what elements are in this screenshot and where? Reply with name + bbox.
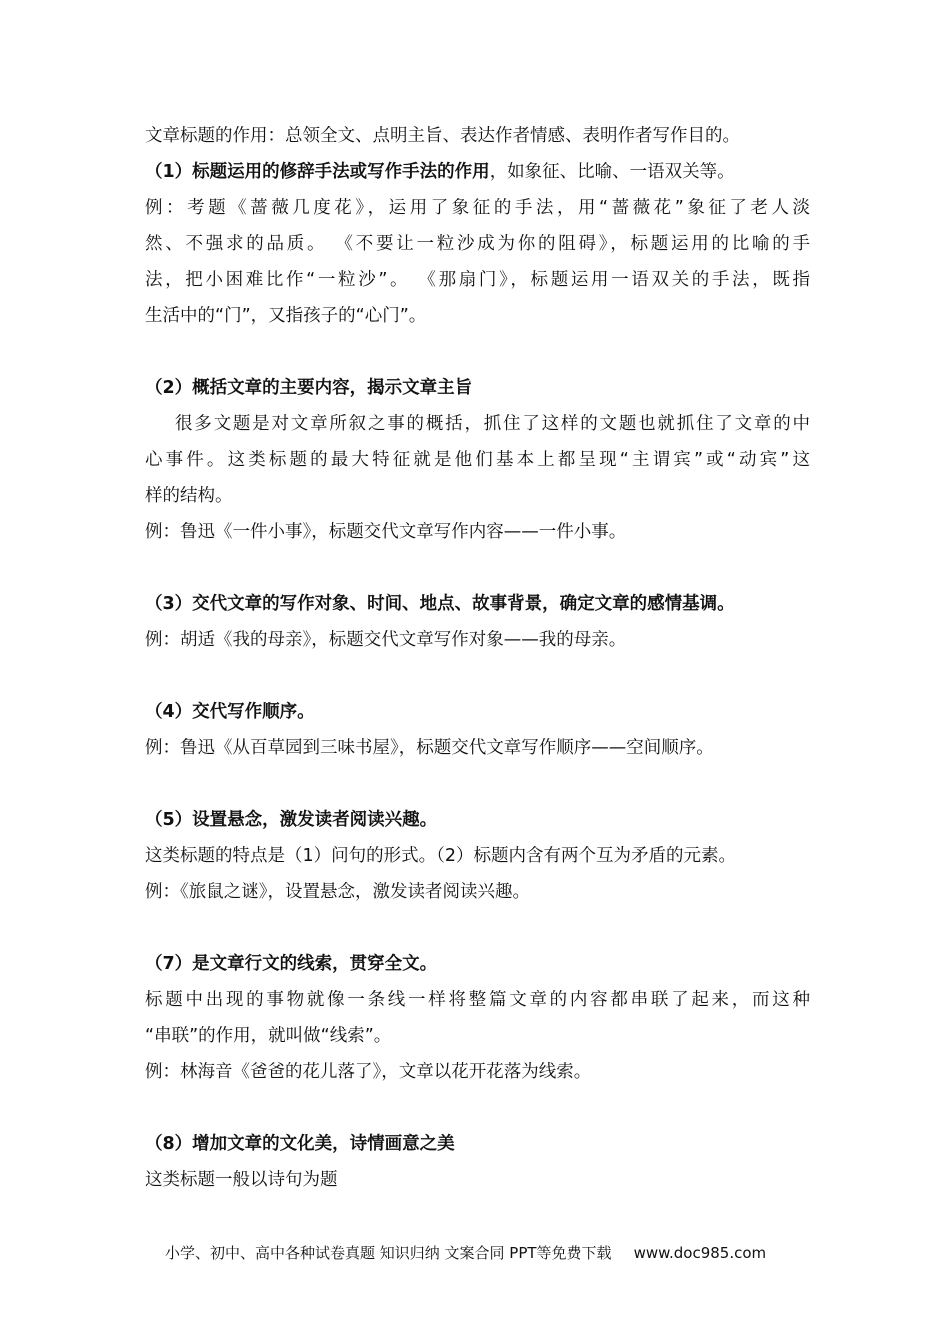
- document-body: [145, 118, 810, 1198]
- section-4-heading: （4）交代写作顺序。: [145, 702, 315, 722]
- section-1-line: 然、不强求的品质。 《不要让一粒沙成为你的阻碍》，标题运用的比喻的手: [145, 234, 810, 254]
- page-footer: [165, 1242, 766, 1263]
- section-5-line: 这类标题的特点是（1）问句的形式。（2）标题内含有两个互为矛盾的元素。: [145, 846, 737, 866]
- section-1-line: 生活中的“门”，又指孩子的“心门”。: [145, 306, 427, 326]
- section-4-example: 例：鲁迅《从百草园到三味书屋》，标题交代文章写作顺序——空间顺序。: [145, 738, 714, 758]
- section-1-line: 法，把小困难比作“一粒沙”。 《那扇门》，标题运用一语双关的手法，既指: [145, 270, 810, 290]
- section-2-example: 例：鲁迅《一件小事》，标题交代文章写作内容——一件小事。: [145, 522, 627, 542]
- section-5-example: 例：《旅鼠之谜》，设置悬念，激发读者阅读兴趣。: [145, 882, 530, 902]
- section-3-example: 例：胡适《我的母亲》，标题交代文章写作对象——我的母亲。: [145, 630, 627, 650]
- footer-text: 小学、初中、高中各种试卷真题 知识归纳 文案合同 PPT等免费下载: [165, 1244, 612, 1262]
- section-1-heading-bold: （1）标题运用的修辞手法或写作手法的作用: [145, 162, 490, 182]
- section-1-heading: [145, 154, 810, 190]
- section-7-heading: （7）是文章行文的线索，贯穿全文。: [145, 954, 438, 974]
- section-2-line: 很多文题是对文章所叙之事的概括，抓住了这样的文题也就抓住了文章的中: [175, 414, 810, 434]
- section-7-line: “串联”的作用，就叫做“线索”。: [145, 1026, 392, 1046]
- footer-url: www.doc985.com: [633, 1244, 767, 1262]
- section-2-heading: （2）概括文章的主要内容，揭示文章主旨: [145, 378, 473, 398]
- section-2-line: 样的结构。: [145, 486, 233, 506]
- section-1-line: 例：考题《蔷薇几度花》，运用了象征的手法，用“蔷薇花”象征了老人淡: [145, 198, 810, 218]
- section-7-line: 标题中出现的事物就像一条线一样将整篇文章的内容都串联了起来，而这种: [145, 990, 810, 1010]
- intro-line: 文章标题的作用：总领全文、点明主旨、表达作者情感、表明作者写作目的。: [145, 126, 740, 146]
- section-2-line: 心事件。这类标题的最大特征就是他们基本上都呈现“主谓宾”或“动宾”这: [145, 450, 810, 470]
- section-5-heading: （5）设置悬念，激发读者阅读兴趣。: [145, 810, 438, 830]
- section-7-example: 例：林海音《爸爸的花儿落了》，文章以花开花落为线索。: [145, 1062, 592, 1082]
- section-1-heading-normal: ，如象征、比喻、一语双关等。: [489, 162, 735, 182]
- section-8-heading: （8）增加文章的文化美，诗情画意之美: [145, 1134, 455, 1154]
- section-3-heading: （3）交代文章的写作对象、时间、地点、故事背景，确定文章的感情基调。: [145, 594, 735, 614]
- section-8-line: 这类标题一般以诗句为题: [145, 1170, 338, 1190]
